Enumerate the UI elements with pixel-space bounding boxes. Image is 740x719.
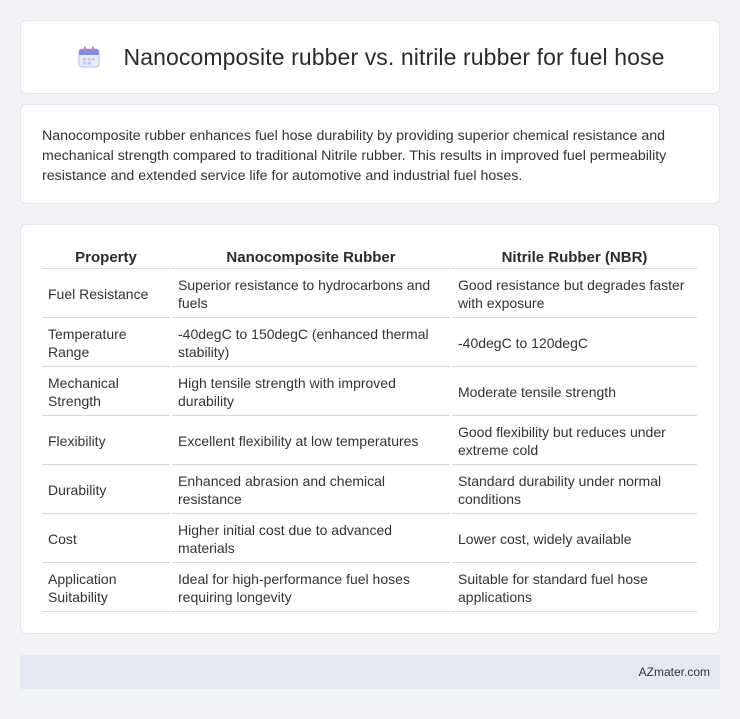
comparison-table [40,245,699,614]
nitrile-cell: Good resistance but degrades faster with exposure [452,271,697,318]
property-cell: Mechanical Strength [42,369,170,416]
header-property: Property [42,247,170,269]
header-nitrile: Nitrile Rubber (NBR) [452,247,697,269]
nitrile-cell: -40degC to 120degC [452,320,697,367]
nitrile-cell: Suitable for standard fuel hose applications [452,565,697,612]
property-cell: Application Suitability [42,565,170,612]
footer-site-link[interactable]: AZmater.com [638,665,710,679]
property-cell: Durability [42,467,170,514]
nanocomposite-cell: Ideal for high-performance fuel hoses requiring longevity [172,565,450,612]
comparison-card [20,224,720,634]
nitrile-cell: Good flexibility but reduces under extreme cold [452,418,697,465]
nanocomposite-cell: Excellent flexibility at low temperatures [172,418,450,465]
footer-bar [20,655,720,689]
nanocomposite-cell: -40degC to 150degC (enhanced thermal stability) [172,320,450,367]
nanocomposite-cell: Higher initial cost due to advanced materials [172,516,450,563]
property-cell: Cost [42,516,170,563]
table-header-row [42,247,697,269]
title-card [20,20,720,94]
table-row [42,369,697,416]
calendar-icon [76,44,102,70]
nitrile-cell: Moderate tensile strength [452,369,697,416]
page-title: Nanocomposite rubber vs. nitrile rubber for fuel hose [123,43,665,70]
nanocomposite-cell: Enhanced abrasion and chemical resistance [172,467,450,514]
property-cell: Fuel Resistance [42,271,170,318]
property-cell: Temperature Range [42,320,170,367]
property-cell: Flexibility [42,418,170,465]
intro-paragraph: Nanocomposite rubber enhances fuel hose durability by providing superior chemical resistance and mechanical strength compared to traditional Nitrile rubber. This results in improved fuel permeability resistance and extended service life for automotive and industrial fuel hoses. [42,128,667,184]
header-nanocomposite: Nanocomposite Rubber [172,247,450,269]
nitrile-cell: Standard durability under normal conditions [452,467,697,514]
table-row [42,565,697,612]
table-row [42,467,697,514]
nanocomposite-cell: Superior resistance to hydrocarbons and fuels [172,271,450,318]
nitrile-cell: Lower cost, widely available [452,516,697,563]
intro-card [20,104,720,204]
table-row [42,516,697,563]
table-row [42,320,697,367]
table-row [42,271,697,318]
nanocomposite-cell: High tensile strength with improved durability [172,369,450,416]
table-row [42,418,697,465]
